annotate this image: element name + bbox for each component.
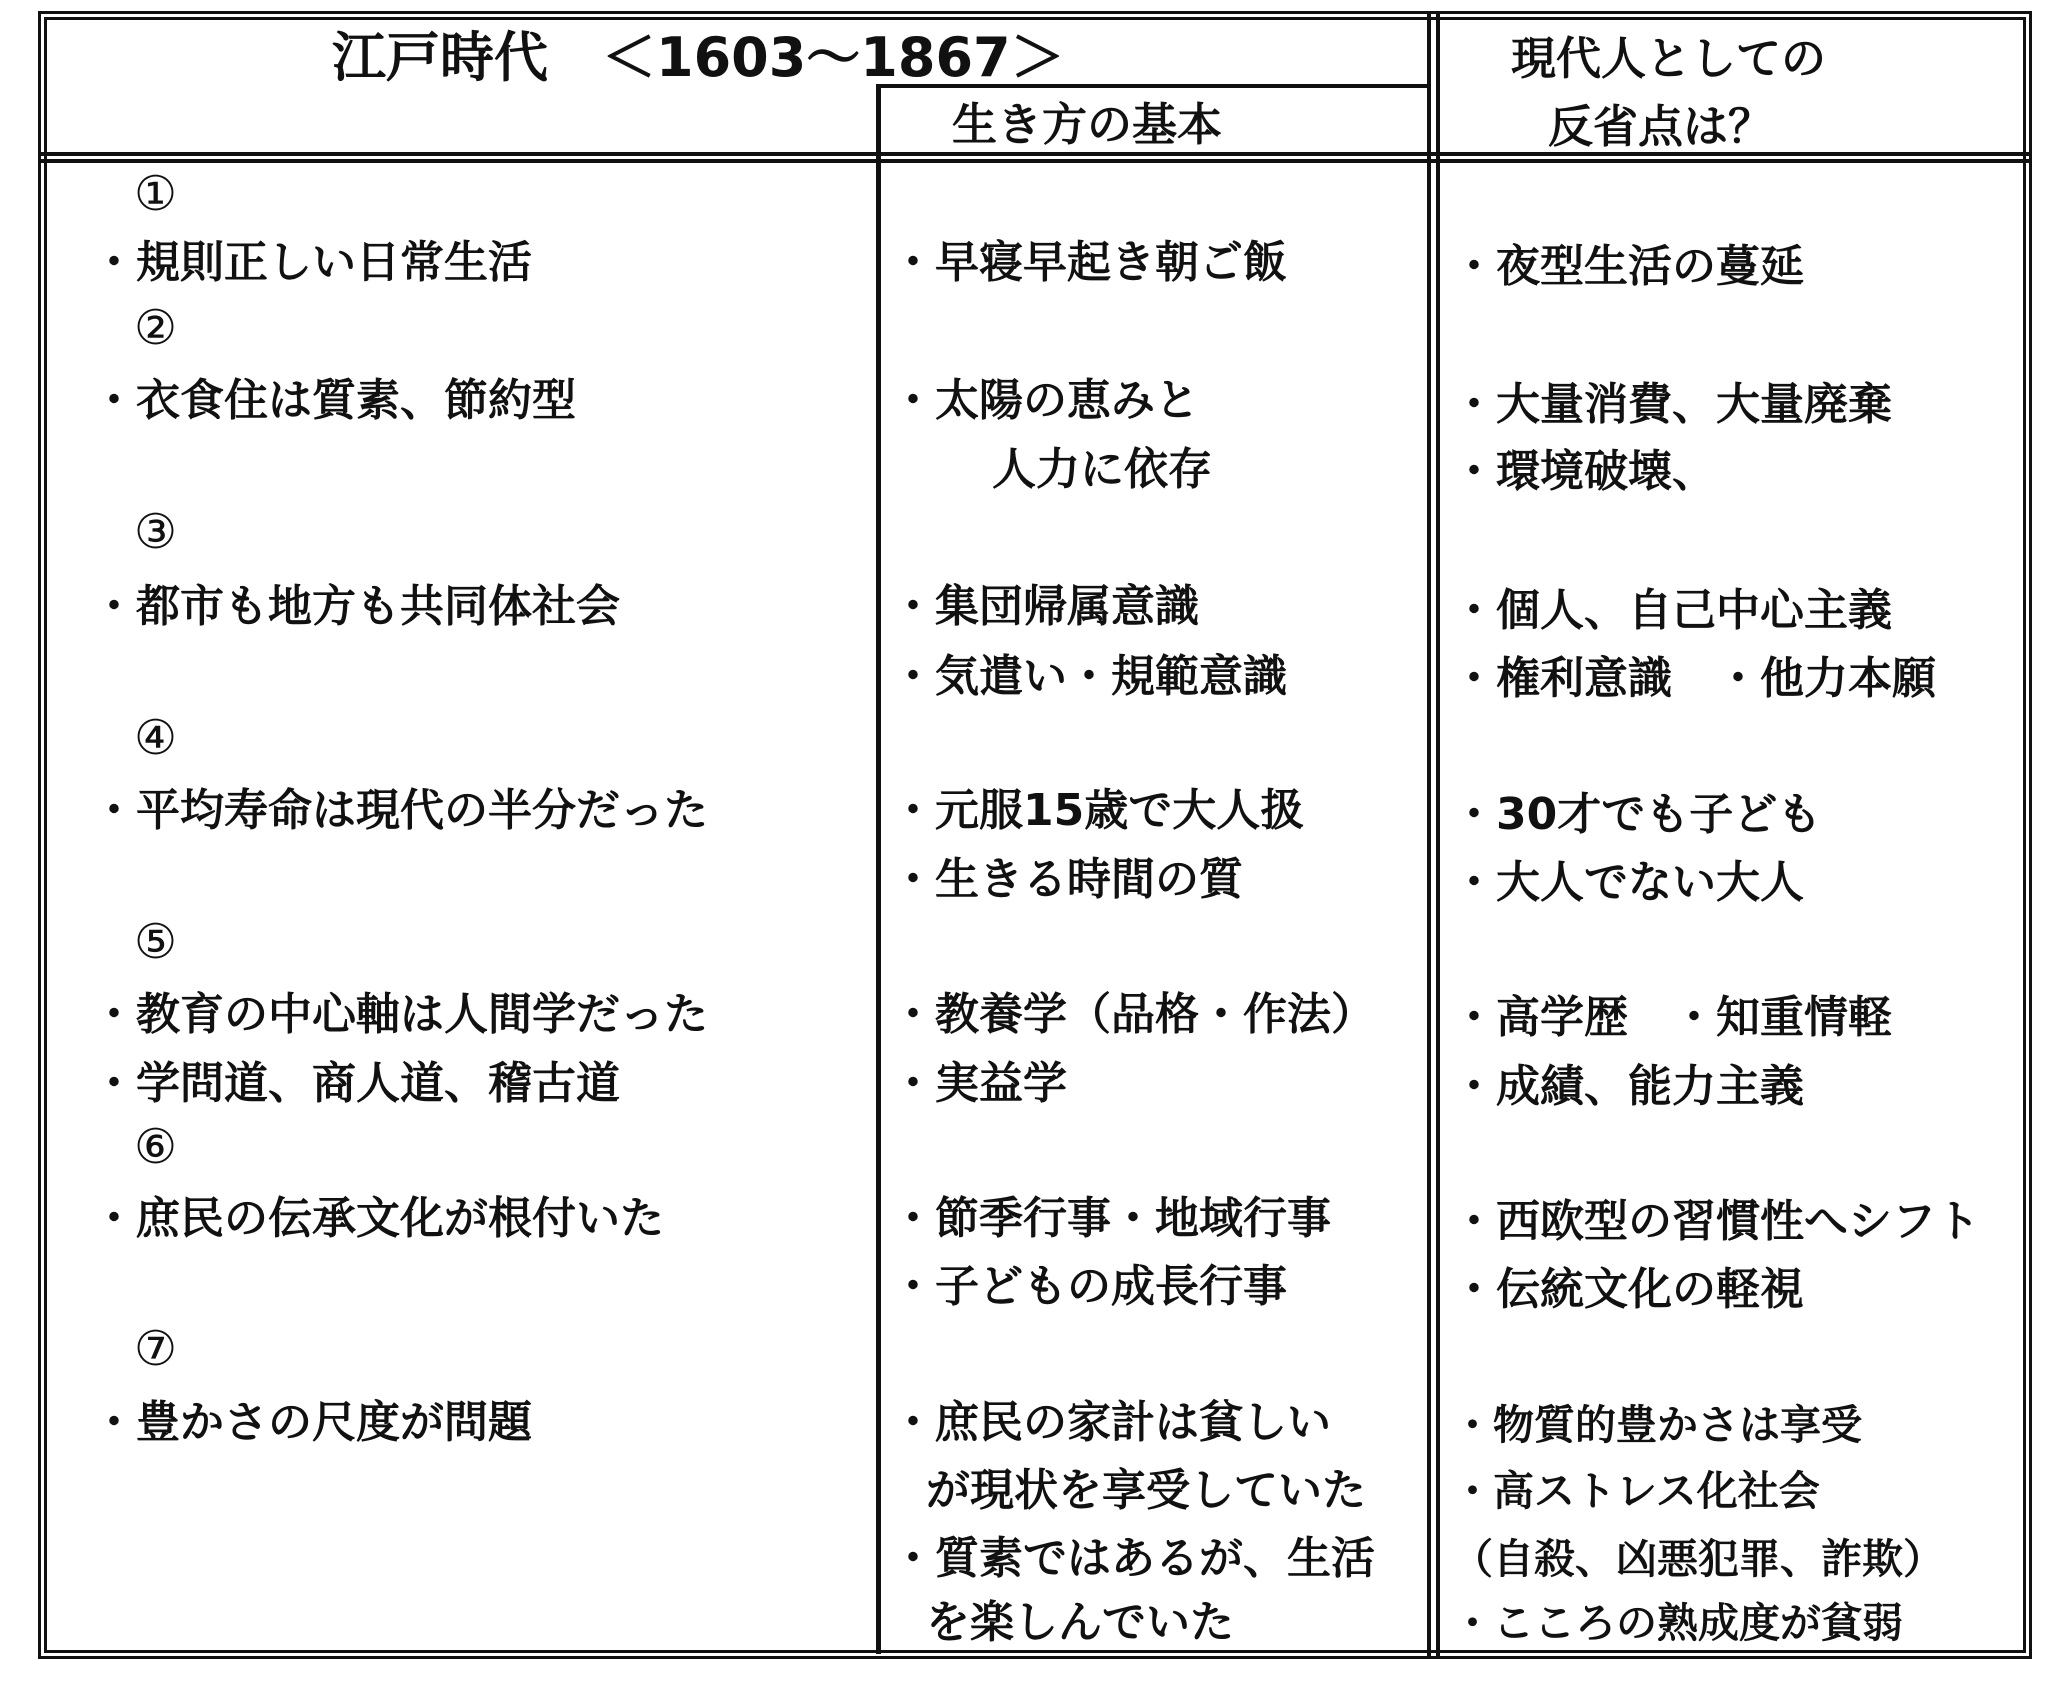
reflection-item: ・西欧型の習慣性へシフト [1452, 1196, 1980, 1247]
basis-item: ・質素ではあるが、生活 [891, 1533, 1375, 1584]
reflection-item: ・大量消費、大量廃棄 [1452, 379, 1892, 430]
section-number: ④ [134, 710, 178, 766]
edo-item: ・教育の中心軸は人間学だった [92, 989, 708, 1040]
column-header-reflection-line1: 現代人としての [1511, 32, 1827, 85]
edo-item: ・豊かさの尺度が問題 [92, 1397, 532, 1448]
basis-item: 人力に依存 [992, 444, 1212, 495]
edo-item: ・都市も地方も共同体社会 [92, 581, 620, 632]
reflection-item: ・伝統文化の軽視 [1452, 1264, 1804, 1315]
section-number: ⑤ [134, 914, 178, 970]
basis-item: ・節季行事・地域行事 [891, 1193, 1331, 1244]
reflection-item: ・物質的豊かさは享受 [1452, 1401, 1862, 1449]
reflection-item: ・大人でない大人 [1452, 857, 1804, 908]
basis-item: ・元服15歳で大人扱 [891, 785, 1305, 836]
edo-item: ・衣食住は質素、節約型 [92, 375, 576, 426]
edo-item: ・学問道、商人道、稽古道 [92, 1058, 620, 1109]
reflection-item: ・30才でも子ども [1452, 789, 1822, 840]
basis-item: ・実益学 [891, 1058, 1067, 1109]
section-number: ① [134, 166, 178, 222]
reflection-item: ・成績、能力主義 [1452, 1061, 1804, 1112]
basis-item: ・太陽の恵みと [891, 375, 1199, 426]
section-number: ③ [134, 504, 178, 560]
section-number: ② [134, 300, 178, 356]
section-number: ⑥ [134, 1119, 178, 1175]
basis-item: ・気遣い・規範意識 [891, 651, 1287, 702]
edo-item: ・規則正しい日常生活 [92, 237, 532, 288]
section-number: ⑦ [134, 1321, 178, 1377]
reflection-item: ・権利意識 ・他力本願 [1452, 653, 1936, 704]
edo-item: ・平均寿命は現代の半分だった [92, 785, 708, 836]
basis-item: ・庶民の家計は貧しい [891, 1397, 1331, 1448]
reflection-item: ・環境破壊、 [1452, 446, 1716, 497]
basis-item: ・子どもの成長行事 [891, 1261, 1287, 1312]
reflection-item: （自殺、凶悪犯罪、詐欺） [1452, 1535, 1944, 1583]
basis-item: ・生きる時間の質 [891, 854, 1243, 905]
basis-item: ・早寝早起き朝ご飯 [891, 237, 1287, 288]
basis-item: ・集団帰属意識 [891, 581, 1199, 632]
reflection-item: ・高ストレス化社会 [1452, 1467, 1820, 1515]
column-header-basis: 生き方の基本 [952, 98, 1223, 151]
edo-item: ・庶民の伝承文化が根付いた [92, 1193, 664, 1244]
reflection-item: ・こころの熟成度が貧弱 [1452, 1599, 1903, 1647]
reflection-item: ・夜型生活の蔓延 [1452, 241, 1804, 292]
reflection-item: ・個人、自己中心主義 [1452, 585, 1892, 636]
column-divider-basis-reflection [1427, 11, 1440, 1659]
header-title: 江戸時代 ＜1603～1867＞ [332, 26, 1065, 89]
basis-item: が現状を享受していた [926, 1465, 1366, 1516]
basis-item: を楽しんでいた [926, 1597, 1234, 1648]
column-divider-edo-basis [876, 84, 881, 1654]
basis-item: ・教養学（品格・作法） [891, 989, 1375, 1040]
column-header-reflection-line2: 反省点は？ [1548, 100, 1774, 153]
reflection-item: ・高学歴 ・知重情軽 [1452, 992, 1892, 1043]
